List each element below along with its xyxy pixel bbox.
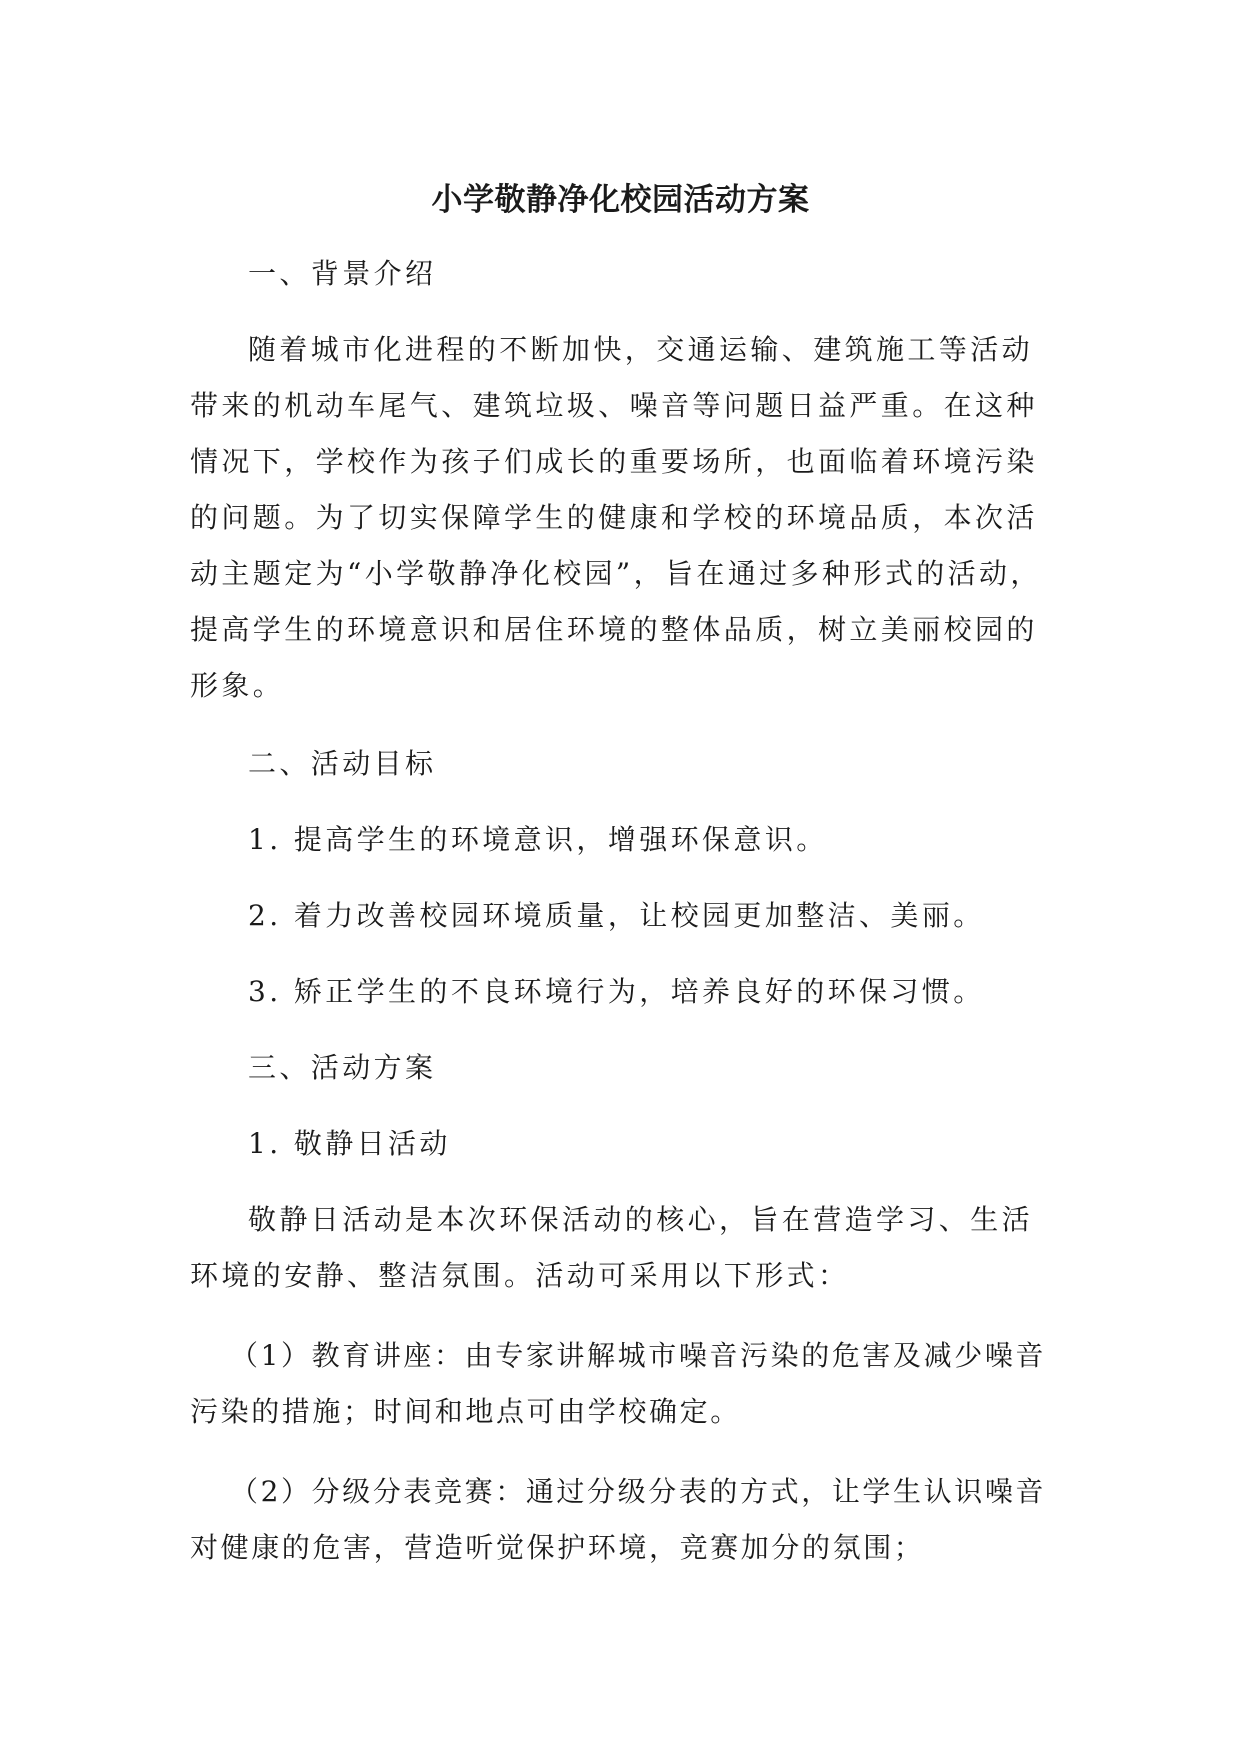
goal-item-1: 1. 提高学生的环境意识，增强环保意识。 [248, 823, 828, 856]
goal-item-2: 2. 着力改善校园环境质量，让校园更加整洁、美丽。 [248, 899, 985, 932]
section-heading-background: 一、背景介绍 [248, 257, 437, 290]
section-heading-goals: 二、活动目标 [248, 747, 437, 780]
goal-item-3: 3. 矫正学生的不良环境行为，培养良好的环保习惯。 [248, 975, 985, 1008]
paragraph-competition: （2）分级分表竞赛：通过分级分表的方式，让学生认识噪音对健康的危害，营造听觉保护环境，竞赛加分的氛围； [190, 1475, 1047, 1564]
paragraph-quiet-day: 敬静日活动是本次环保活动的核心，旨在营造学习、生活环境的安静、整洁氛围。活动可采用以下形式： [190, 1203, 1034, 1292]
document-title: 小学敬静净化校园活动方案 [431, 182, 810, 218]
plan-item-1: 1. 敬静日活动 [248, 1127, 451, 1160]
section-heading-plan: 三、活动方案 [248, 1051, 437, 1084]
paragraph-lecture: （1）教育讲座：由专家讲解城市噪音污染的危害及减少噪音污染的措施；时间和地点可由学校确定。 [190, 1339, 1047, 1428]
paragraph-background: 随着城市化进程的不断加快，交通运输、建筑施工等活动带来的机动车尾气、建筑垃圾、噪音等问题日益严重。在这种情况下，学校作为孩子们成长的重要场所，也面临着环境污染的问题。为了切实保障学生的健康和学校的环境品质，本次活动主题定为“小学敬静净化校园”，旨在通过多种形式的活动，提高学生的环境意识和居住环境的整体品质，树立美丽校园的形象。 [190, 333, 1042, 702]
document-body [190, 246, 1048, 1576]
